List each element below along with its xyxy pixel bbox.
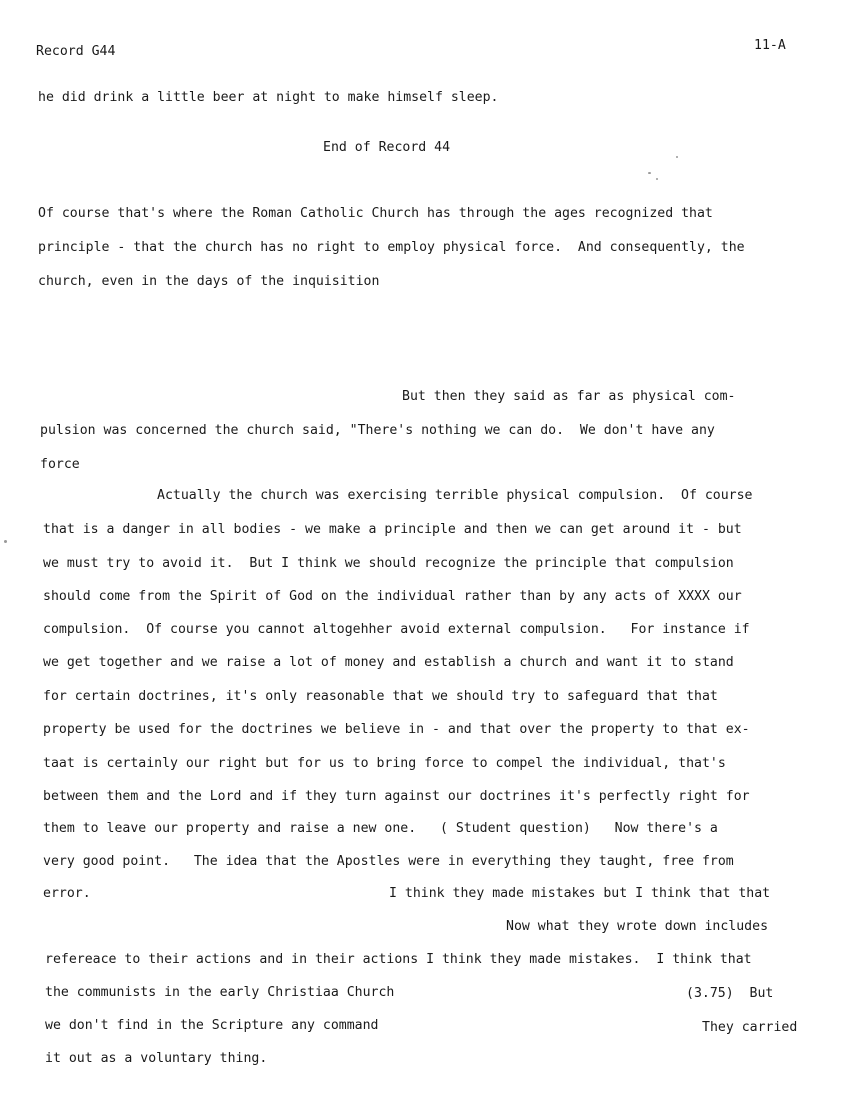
record-label: Record G44 (36, 44, 116, 59)
text-line: property be used for the doctrines we believe in - and that over the property to that ex- (43, 722, 750, 737)
text-line: Actually the church was exercising terrible physical compulsion. Of course (157, 488, 753, 503)
end-of-record-heading: End of Record 44 (323, 140, 451, 155)
text-line: for certain doctrines, it's only reasonable that we should try to safeguard that that (43, 689, 718, 704)
text-line: we must try to avoid it. But I think we should recognize the principle that compulsion (43, 556, 734, 571)
text-line: that is a danger in all bodies - we make a principle and then we can get around it - but (43, 522, 742, 537)
text-line: error. (43, 886, 91, 901)
text-line: we get together and we raise a lot of money and establish a church and want it to stand (43, 655, 734, 670)
text-line: Now what they wrote down includes (506, 919, 769, 934)
page-number: 11-A (754, 38, 786, 53)
text-line: refereace to their actions and in their actions I think they made mistakes. I think that (45, 952, 752, 967)
text-line: They carried (702, 1020, 798, 1035)
text-line: church, even in the days of the inquisition (38, 274, 380, 289)
text-line: between them and the Lord and if they turn against our doctrines it's perfectly right for (43, 789, 750, 804)
text-line: But then they said as far as physical com- (402, 389, 736, 404)
text-line: we don't find in the Scripture any command (45, 1018, 379, 1033)
text-line: (3.75) But (686, 986, 774, 1001)
text-line: very good point. The idea that the Apostles were in everything they taught, free from (43, 854, 734, 869)
scan-speck (656, 178, 658, 180)
scan-speck (648, 172, 651, 174)
text-line: should come from the Spirit of God on the individual rather than by any acts of XXXX our (43, 589, 742, 604)
text-line: force (40, 457, 80, 472)
text-line: it out as a voluntary thing. (45, 1051, 268, 1066)
text-line: taat is certainly our right but for us to bring force to compel the individual, that's (43, 756, 726, 771)
text-line: he did drink a little beer at night to make himself sleep. (38, 90, 499, 105)
text-line: compulsion. Of course you cannot altogehher avoid external compulsion. For instance if (43, 622, 750, 637)
text-line: Of course that's where the Roman Catholic Church has through the ages recognized that (38, 206, 713, 221)
text-line: I think they made mistakes but I think that that (389, 886, 771, 901)
text-line: pulsion was concerned the church said, "There's nothing we can do. We don't have any (40, 423, 715, 438)
text-line: the communists in the early Christiaa Church (45, 985, 395, 1000)
scan-speck (4, 540, 7, 543)
text-line: them to leave our property and raise a new one. ( Student question) Now there's a (43, 821, 718, 836)
scan-speck (676, 156, 678, 158)
text-line: principle - that the church has no right to employ physical force. And consequently, the (38, 240, 745, 255)
